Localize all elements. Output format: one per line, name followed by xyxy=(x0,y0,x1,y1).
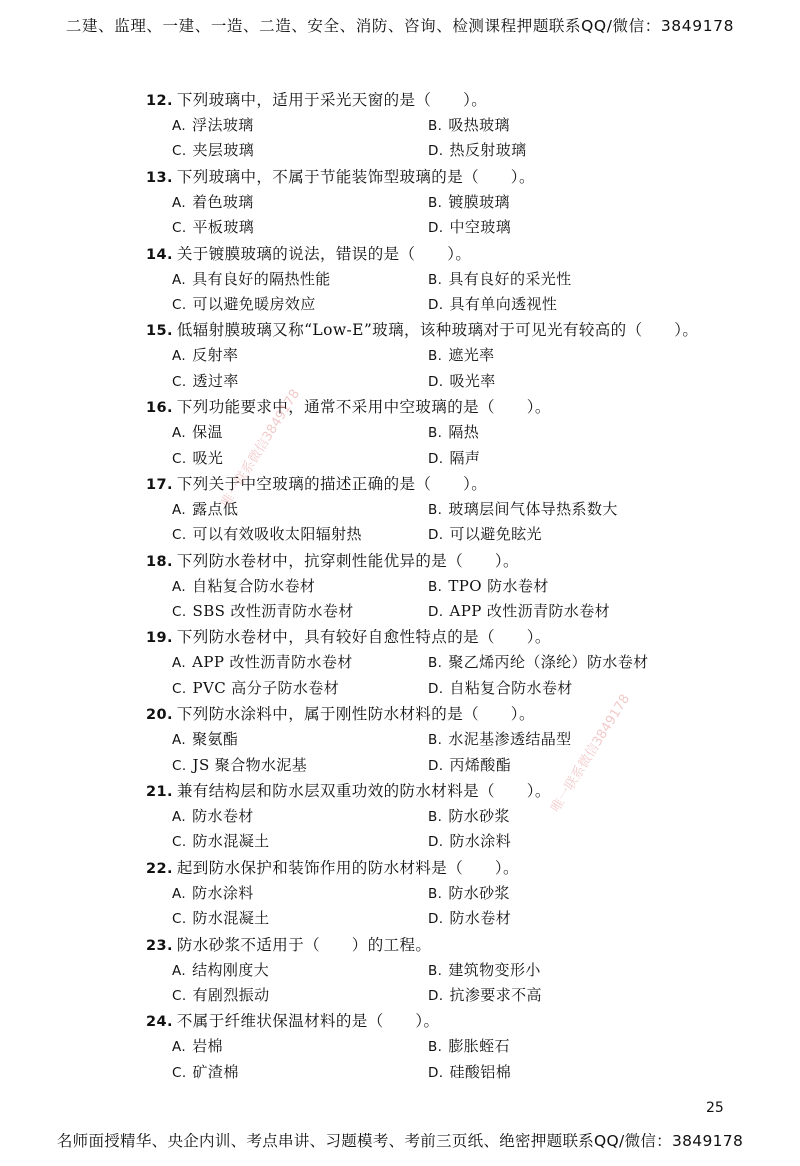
option-text: 具有良好的采光性 xyxy=(448,269,572,288)
option-letter: C. xyxy=(172,373,187,390)
option-text: 防水砂浆 xyxy=(448,883,510,902)
question-number: 14. xyxy=(146,246,173,263)
option-b xyxy=(428,113,510,139)
option-letter: C. xyxy=(172,834,187,851)
question-text: 下列玻璃中，适用于采光天窗的是（ ）。 xyxy=(176,91,488,109)
option-text: 可以避免眩光 xyxy=(449,525,542,544)
option-d xyxy=(428,1060,511,1086)
option-row xyxy=(146,829,746,854)
option-text: 防水砂浆 xyxy=(448,807,510,826)
question-stem xyxy=(146,855,746,881)
option-letter: B. xyxy=(428,425,443,442)
question-text: 防水砂浆不适用于（ ）的工程。 xyxy=(176,935,432,954)
option-text: 反射率 xyxy=(192,346,239,365)
question-text: 下列防水卷材中，具有较好自愈性特点的是（ ）。 xyxy=(176,628,551,647)
option-row xyxy=(146,343,746,368)
option-letter: C. xyxy=(172,220,187,237)
option-c xyxy=(172,369,239,395)
option-b xyxy=(428,574,549,600)
question-item xyxy=(146,317,746,394)
option-letter: C. xyxy=(172,450,187,467)
option-text: APP 改性沥青防水卷材 xyxy=(192,653,353,672)
question-stem xyxy=(146,701,746,727)
option-text: APP 改性沥青防水卷材 xyxy=(449,602,611,621)
question-number: 13. xyxy=(146,169,173,186)
option-text: 自粘复合防水卷材 xyxy=(449,678,573,697)
option-c xyxy=(172,753,307,779)
option-row xyxy=(146,113,746,138)
option-text: 具有单向透视性 xyxy=(449,294,558,313)
option-b xyxy=(428,497,618,523)
option-text: 建筑物变形小 xyxy=(448,960,541,979)
option-text: 透过率 xyxy=(192,371,239,390)
option-letter: A. xyxy=(172,962,187,979)
option-d xyxy=(428,138,527,164)
option-letter: C. xyxy=(172,527,187,544)
option-letter: A. xyxy=(172,194,187,211)
option-letter: A. xyxy=(172,501,187,518)
question-item xyxy=(146,855,746,932)
option-text: 聚乙烯丙纶（涤纶）防水卷材 xyxy=(448,653,649,672)
option-text: 有剧烈振动 xyxy=(192,985,270,1004)
option-text: 吸光率 xyxy=(449,371,496,390)
option-text: 镀膜玻璃 xyxy=(448,192,510,211)
option-letter: A. xyxy=(172,118,187,134)
option-c xyxy=(172,292,316,318)
option-letter: C. xyxy=(172,143,187,160)
option-letter: B. xyxy=(428,962,443,979)
question-item xyxy=(146,87,746,164)
option-letter: C. xyxy=(172,604,187,621)
question-text: 起到防水保护和装饰作用的防水材料是（ ）。 xyxy=(176,858,519,877)
question-stem xyxy=(146,1008,746,1034)
question-text: 下列防水涂料中，属于刚性防水材料的是（ ）。 xyxy=(176,705,535,724)
page-number: 25 xyxy=(706,1100,724,1116)
option-letter: B. xyxy=(428,1039,443,1056)
option-letter: D. xyxy=(428,143,444,160)
option-letter: A. xyxy=(172,809,187,826)
option-row xyxy=(146,267,746,292)
question-number: 20. xyxy=(146,707,173,724)
option-letter: A. xyxy=(172,348,187,365)
option-text: SBS 改性沥青防水卷材 xyxy=(192,602,354,621)
option-a xyxy=(172,804,254,830)
option-d xyxy=(428,753,511,779)
option-a xyxy=(172,267,331,293)
question-item xyxy=(146,778,746,855)
option-text: 着色玻璃 xyxy=(192,192,254,211)
option-b xyxy=(428,727,572,753)
option-text: 结构刚度大 xyxy=(192,960,270,979)
option-a xyxy=(172,420,223,446)
option-a xyxy=(172,343,238,369)
option-letter: B. xyxy=(428,809,443,826)
question-item xyxy=(146,394,746,471)
option-text: 可以避免暖房效应 xyxy=(192,294,316,313)
option-letter: A. xyxy=(172,425,187,442)
option-a xyxy=(172,1034,223,1060)
option-a xyxy=(172,881,254,907)
option-letter: C. xyxy=(172,987,187,1004)
option-row xyxy=(146,574,746,599)
option-a xyxy=(172,113,254,139)
question-number: 19. xyxy=(146,630,173,647)
option-letter: D. xyxy=(428,1064,444,1081)
question-item xyxy=(146,548,746,625)
question-number: 22. xyxy=(146,860,173,877)
question-number: 15. xyxy=(146,323,173,340)
question-item xyxy=(146,241,746,318)
option-row xyxy=(146,1034,746,1059)
option-text: 遮光率 xyxy=(448,346,495,365)
option-text: 防水卷材 xyxy=(449,909,512,928)
question-number: 17. xyxy=(146,476,173,493)
option-row xyxy=(146,676,746,701)
option-a xyxy=(172,958,269,984)
option-text: 防水混凝土 xyxy=(192,832,270,851)
question-stem xyxy=(146,548,746,574)
option-text: 防水涂料 xyxy=(192,883,254,902)
option-c xyxy=(172,1060,239,1086)
option-row xyxy=(146,906,746,931)
option-d xyxy=(428,522,542,548)
option-letter: D. xyxy=(428,373,444,390)
option-c xyxy=(172,138,254,164)
option-letter: D. xyxy=(428,450,444,467)
question-item xyxy=(146,701,746,778)
option-d xyxy=(428,983,542,1009)
question-item xyxy=(146,1008,746,1085)
question-text: 关于镀膜玻璃的说法，错误的是（ ）。 xyxy=(176,244,472,263)
option-text: 防水卷材 xyxy=(192,807,254,826)
option-row xyxy=(146,190,746,215)
question-number: 23. xyxy=(146,937,173,954)
option-text: 吸热玻璃 xyxy=(448,116,510,134)
option-row xyxy=(146,292,746,317)
question-stem xyxy=(146,241,746,267)
option-letter: C. xyxy=(172,296,187,313)
question-text: 不属于纤维状保温材料的是（ ）。 xyxy=(176,1012,440,1031)
option-c xyxy=(172,446,223,472)
option-c xyxy=(172,599,354,625)
option-d xyxy=(428,369,496,395)
question-number: 24. xyxy=(146,1014,173,1031)
option-letter: D. xyxy=(428,220,444,237)
option-d xyxy=(428,215,511,241)
option-text: 夹层玻璃 xyxy=(192,141,255,160)
option-b xyxy=(428,190,510,216)
question-text: 下列功能要求中，通常不采用中空玻璃的是（ ）。 xyxy=(176,398,551,417)
option-text: 聚氨酯 xyxy=(192,730,239,749)
option-text: 平板玻璃 xyxy=(192,218,255,237)
option-row xyxy=(146,215,746,240)
option-text: JS 聚合物水泥基 xyxy=(192,755,308,774)
option-text: 硅酸铝棉 xyxy=(449,1062,512,1081)
option-letter: B. xyxy=(428,194,443,211)
option-text: 水泥基渗透结晶型 xyxy=(448,730,572,749)
option-letter: D. xyxy=(428,757,444,774)
question-text: 低辐射膜玻璃又称“Low-E”玻璃，该种玻璃对于可见光有较高的（ ）。 xyxy=(176,321,699,340)
option-b xyxy=(428,1034,510,1060)
option-text: 浮法玻璃 xyxy=(192,116,254,134)
option-text: 防水涂料 xyxy=(449,832,512,851)
option-d xyxy=(428,446,480,472)
option-letter: D. xyxy=(428,527,444,544)
option-c xyxy=(172,829,270,855)
option-a xyxy=(172,727,238,753)
question-number: 18. xyxy=(146,553,173,570)
option-row xyxy=(146,753,746,778)
option-letter: D. xyxy=(428,834,444,851)
option-letter: B. xyxy=(428,501,443,518)
option-a xyxy=(172,650,353,676)
option-text: 隔热 xyxy=(448,423,480,442)
option-letter: B. xyxy=(428,271,443,288)
option-text: 自粘复合防水卷材 xyxy=(192,576,316,595)
option-letter: D. xyxy=(428,296,444,313)
option-letter: D. xyxy=(428,987,444,1004)
option-d xyxy=(428,292,557,318)
option-b xyxy=(428,343,495,369)
option-text: 露点低 xyxy=(192,499,239,518)
option-b xyxy=(428,650,649,676)
question-number: 12. xyxy=(146,93,173,109)
question-list xyxy=(146,87,746,1085)
option-text: 中空玻璃 xyxy=(449,218,512,237)
question-stem xyxy=(146,624,746,650)
question-item xyxy=(146,932,746,1009)
option-d xyxy=(428,676,573,702)
option-text: 热反射玻璃 xyxy=(449,141,527,160)
option-text: 保温 xyxy=(192,423,223,442)
option-text: 隔声 xyxy=(449,448,481,467)
option-letter: C. xyxy=(172,911,187,928)
question-stem xyxy=(146,778,746,804)
question-stem xyxy=(146,394,746,420)
option-text: 岩棉 xyxy=(192,1037,223,1056)
option-b xyxy=(428,420,479,446)
option-row xyxy=(146,1060,746,1085)
question-number: 16. xyxy=(146,400,173,417)
option-letter: B. xyxy=(428,732,443,749)
option-letter: A. xyxy=(172,271,187,288)
option-text: PVC 高分子防水卷材 xyxy=(192,678,340,697)
option-text: TPO 防水卷材 xyxy=(448,576,549,595)
option-a xyxy=(172,574,315,600)
header-banner: 二建、监理、一建、一造、二造、安全、消防、咨询、检测课程押题联系QQ/微信：3849178 xyxy=(65,17,735,35)
question-item xyxy=(146,624,746,701)
option-c xyxy=(172,983,270,1009)
question-stem xyxy=(146,164,746,190)
option-letter: A. xyxy=(172,578,187,595)
option-letter: D. xyxy=(428,604,444,621)
option-row xyxy=(146,369,746,394)
option-letter: B. xyxy=(428,118,443,134)
option-d xyxy=(428,906,511,932)
option-text: 矿渣棉 xyxy=(192,1062,239,1081)
option-d xyxy=(428,829,511,855)
option-row xyxy=(146,983,746,1008)
option-b xyxy=(428,881,510,907)
option-letter: D. xyxy=(428,680,444,697)
option-letter: B. xyxy=(428,348,443,365)
question-text: 兼有结构层和防水层双重功效的防水材料是（ ）。 xyxy=(176,782,551,801)
option-text: 防水混凝土 xyxy=(192,909,270,928)
option-row xyxy=(146,420,746,445)
option-text: 玻璃层间气体导热系数大 xyxy=(448,499,618,518)
option-letter: D. xyxy=(428,911,444,928)
question-number: 21. xyxy=(146,784,173,801)
option-letter: A. xyxy=(172,1039,187,1056)
option-b xyxy=(428,958,541,984)
question-stem xyxy=(146,87,746,113)
option-letter: C. xyxy=(172,757,187,774)
watermark: 唯一联系微信3849178 xyxy=(218,386,304,511)
option-row xyxy=(146,958,746,983)
option-letter: C. xyxy=(172,680,187,697)
question-item xyxy=(146,164,746,241)
footer-banner: 名师面授精华、央企内训、考点串讲、习题模考、考前三页纸、绝密押题联系QQ/微信：3849178 xyxy=(56,1132,744,1150)
option-letter: B. xyxy=(428,655,443,672)
option-text: 丙烯酸酯 xyxy=(449,755,512,774)
question-stem xyxy=(146,932,746,958)
option-b xyxy=(428,804,510,830)
option-letter: B. xyxy=(428,885,443,902)
option-row xyxy=(146,599,746,624)
option-letter: C. xyxy=(172,1064,187,1081)
option-c xyxy=(172,215,254,241)
option-letter: B. xyxy=(428,578,443,595)
option-row xyxy=(146,522,746,547)
option-row xyxy=(146,881,746,906)
option-text: 抗渗要求不高 xyxy=(449,985,542,1004)
option-text: 可以有效吸收太阳辐射热 xyxy=(192,525,362,544)
option-b xyxy=(428,267,572,293)
question-text: 下列关于中空玻璃的描述正确的是（ ）。 xyxy=(176,474,488,493)
option-letter: A. xyxy=(172,885,187,902)
option-a xyxy=(172,190,254,216)
option-c xyxy=(172,906,270,932)
option-text: 膨胀蛭石 xyxy=(448,1037,510,1056)
option-c xyxy=(172,522,362,548)
option-letter: A. xyxy=(172,655,187,672)
option-row xyxy=(146,138,746,163)
question-stem xyxy=(146,317,746,343)
watermark: 唯一联系微信3849178 xyxy=(548,691,634,816)
option-row xyxy=(146,804,746,829)
option-text: 具有良好的隔热性能 xyxy=(192,269,331,288)
option-letter: A. xyxy=(172,732,187,749)
option-c xyxy=(172,676,339,702)
question-text: 下列玻璃中，不属于节能装饰型玻璃的是（ ）。 xyxy=(176,167,535,186)
option-text: 吸光 xyxy=(192,448,224,467)
option-row xyxy=(146,650,746,675)
question-text: 下列防水卷材中，抗穿刺性能优异的是（ ）。 xyxy=(176,551,519,570)
option-row xyxy=(146,727,746,752)
option-d xyxy=(428,599,610,625)
